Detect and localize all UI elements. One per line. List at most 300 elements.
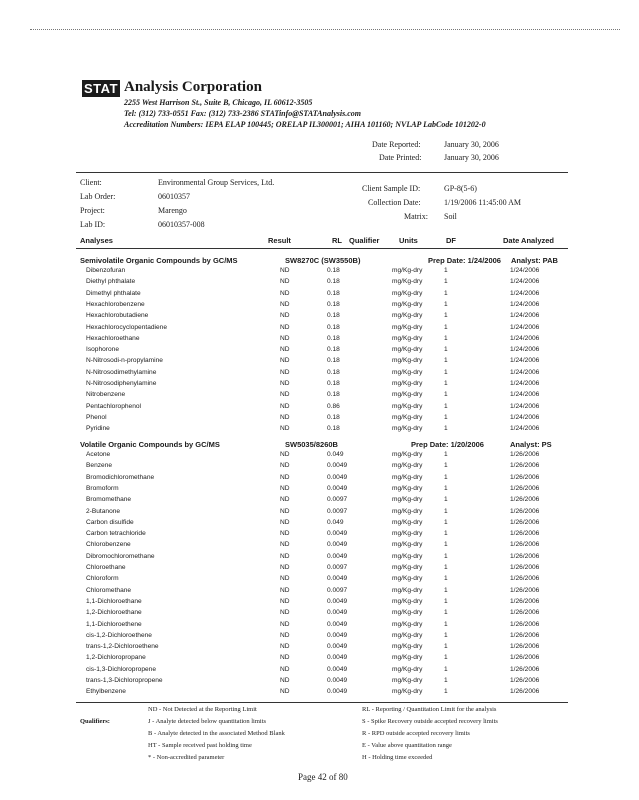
table-row bbox=[0, 403, 639, 414]
units-value: mg/Kg-dry bbox=[392, 484, 423, 492]
reporting-limit: 0.0049 bbox=[327, 552, 348, 560]
table-row bbox=[0, 519, 639, 530]
units-value: mg/Kg-dry bbox=[392, 654, 423, 662]
units-value: mg/Kg-dry bbox=[392, 267, 423, 274]
dilution-factor: 1 bbox=[444, 473, 448, 481]
table-row bbox=[0, 425, 639, 436]
reporting-limit: 0.0049 bbox=[327, 620, 348, 628]
result-value: ND bbox=[280, 413, 290, 421]
reporting-limit: 0.0049 bbox=[327, 643, 348, 651]
table-row bbox=[0, 496, 639, 507]
table-row bbox=[0, 485, 639, 496]
analyte-name: Chlorobenzene bbox=[86, 541, 131, 549]
table-row bbox=[0, 654, 639, 665]
analyte-name: N-Nitrosodimethylamine bbox=[86, 368, 157, 376]
reporting-limit: 0.049 bbox=[327, 518, 344, 526]
date-analyzed: 1/26/2006 bbox=[510, 451, 540, 458]
section-method-volatile: SW5035/8260B bbox=[285, 440, 338, 449]
header-rule bbox=[76, 172, 568, 173]
result-value: ND bbox=[280, 631, 290, 639]
result-value: ND bbox=[280, 564, 290, 571]
result-value: ND bbox=[280, 300, 290, 308]
result-value: ND bbox=[280, 484, 290, 492]
units-value: mg/Kg-dry bbox=[392, 368, 423, 376]
result-value: ND bbox=[280, 346, 290, 354]
table-row bbox=[0, 346, 639, 357]
reporting-limit: 0.18 bbox=[327, 267, 340, 274]
analyte-name: Hexachloroethane bbox=[86, 334, 140, 342]
result-value: ND bbox=[280, 643, 290, 651]
table-row bbox=[0, 632, 639, 643]
col-header-date-analyzed: Date Analyzed bbox=[503, 236, 554, 245]
result-value: ND bbox=[280, 402, 290, 410]
project-value: Marengo bbox=[158, 206, 187, 215]
dilution-factor: 1 bbox=[444, 552, 448, 560]
result-value: ND bbox=[280, 278, 290, 286]
units-value: mg/Kg-dry bbox=[392, 564, 423, 571]
table-row bbox=[0, 335, 639, 346]
date-analyzed: 1/26/2006 bbox=[510, 473, 540, 481]
qualifier-left-1: ND - Not Detected at the Reporting Limit bbox=[148, 706, 257, 713]
dilution-factor: 1 bbox=[444, 677, 448, 684]
qualifier-left-5: * - Non-accredited parameter bbox=[148, 754, 225, 761]
units-value: mg/Kg-dry bbox=[392, 552, 423, 560]
sample-id-value: GP-8(5-6) bbox=[444, 184, 477, 193]
result-value: ND bbox=[280, 530, 290, 538]
analyte-name: Hexachlorocyclopentadiene bbox=[86, 323, 168, 331]
section-method-semivolatile: SW8270C (SW3550B) bbox=[285, 256, 361, 265]
table-header-rule bbox=[76, 248, 568, 249]
qualifier-right-3: R - RPD outside accepted recovery limits bbox=[362, 730, 470, 737]
analyte-name: 2-Butanone bbox=[86, 507, 121, 515]
units-value: mg/Kg-dry bbox=[392, 643, 423, 651]
date-analyzed: 1/24/2006 bbox=[510, 289, 540, 297]
date-analyzed: 1/26/2006 bbox=[510, 496, 540, 504]
dilution-factor: 1 bbox=[444, 413, 448, 421]
project-label: Project: bbox=[80, 206, 105, 215]
units-value: mg/Kg-dry bbox=[392, 334, 423, 342]
reporting-limit: 0.86 bbox=[327, 402, 340, 410]
dilution-factor: 1 bbox=[444, 597, 448, 605]
col-header-qualifier: Qualifier bbox=[349, 236, 380, 245]
date-analyzed: 1/26/2006 bbox=[510, 654, 540, 662]
date-analyzed: 1/24/2006 bbox=[510, 391, 540, 399]
result-value: ND bbox=[280, 552, 290, 560]
dilution-factor: 1 bbox=[444, 484, 448, 492]
reporting-limit: 0.18 bbox=[327, 289, 340, 297]
dilution-factor: 1 bbox=[444, 643, 448, 651]
analyte-name: Carbon tetrachloride bbox=[86, 530, 146, 538]
units-value: mg/Kg-dry bbox=[392, 357, 423, 365]
date-analyzed: 1/24/2006 bbox=[510, 357, 540, 365]
dilution-factor: 1 bbox=[444, 564, 448, 571]
table-row bbox=[0, 462, 639, 473]
units-value: mg/Kg-dry bbox=[392, 688, 423, 696]
qualifier-left-3: B - Analyte detected in the associated Method Blank bbox=[148, 730, 285, 737]
table-row bbox=[0, 564, 639, 575]
company-contact: Tel: (312) 733-0551 Fax: (312) 733-2386 STATinfo@STATAnalysis.com bbox=[124, 109, 361, 118]
table-row bbox=[0, 609, 639, 620]
units-value: mg/Kg-dry bbox=[392, 380, 423, 387]
result-value: ND bbox=[280, 425, 290, 433]
dilution-factor: 1 bbox=[444, 530, 448, 538]
analyte-name: cis-1,2-Dichloroethene bbox=[86, 631, 152, 639]
dilution-factor: 1 bbox=[444, 368, 448, 376]
table-row bbox=[0, 666, 639, 677]
date-analyzed: 1/24/2006 bbox=[510, 334, 540, 342]
result-value: ND bbox=[280, 451, 290, 458]
result-value: ND bbox=[280, 620, 290, 628]
reporting-limit: 0.0097 bbox=[327, 564, 348, 571]
dilution-factor: 1 bbox=[444, 346, 448, 354]
result-value: ND bbox=[280, 462, 290, 470]
analyte-name: Dimethyl phthalate bbox=[86, 289, 141, 297]
table-row bbox=[0, 530, 639, 541]
lab-id-label: Lab ID: bbox=[80, 220, 106, 229]
lab-id-value: 06010357-008 bbox=[158, 220, 205, 229]
reporting-limit: 0.18 bbox=[327, 413, 340, 421]
date-analyzed: 1/24/2006 bbox=[510, 312, 540, 320]
units-value: mg/Kg-dry bbox=[392, 631, 423, 639]
result-value: ND bbox=[280, 267, 290, 274]
dilution-factor: 1 bbox=[444, 391, 448, 399]
reporting-limit: 0.0049 bbox=[327, 665, 348, 673]
reporting-limit: 0.18 bbox=[327, 346, 340, 354]
dilution-factor: 1 bbox=[444, 620, 448, 628]
table-row bbox=[0, 553, 639, 564]
units-value: mg/Kg-dry bbox=[392, 518, 423, 526]
date-analyzed: 1/26/2006 bbox=[510, 552, 540, 560]
analyte-name: Phenol bbox=[86, 413, 107, 421]
units-value: mg/Kg-dry bbox=[392, 620, 423, 628]
table-row bbox=[0, 598, 639, 609]
date-analyzed: 1/24/2006 bbox=[510, 323, 540, 331]
units-value: mg/Kg-dry bbox=[392, 391, 423, 399]
scan-top-line bbox=[30, 29, 620, 30]
result-value: ND bbox=[280, 334, 290, 342]
qualifiers-label: Qualifiers: bbox=[80, 718, 110, 725]
dilution-factor: 1 bbox=[444, 496, 448, 504]
table-row bbox=[0, 312, 639, 323]
reporting-limit: 0.18 bbox=[327, 334, 340, 342]
units-value: mg/Kg-dry bbox=[392, 300, 423, 308]
analyte-name: Chloroethane bbox=[86, 564, 126, 571]
result-value: ND bbox=[280, 654, 290, 662]
lab-order-label: Lab Order: bbox=[80, 192, 116, 201]
reporting-limit: 0.0049 bbox=[327, 631, 348, 639]
table-row bbox=[0, 380, 639, 391]
date-analyzed: 1/24/2006 bbox=[510, 346, 540, 354]
date-analyzed: 1/26/2006 bbox=[510, 575, 540, 583]
units-value: mg/Kg-dry bbox=[392, 507, 423, 515]
analyte-name: Bromomethane bbox=[86, 496, 132, 504]
analyte-name: Bromoform bbox=[86, 484, 119, 492]
col-header-units: Units bbox=[399, 236, 418, 245]
dilution-factor: 1 bbox=[444, 654, 448, 662]
reporting-limit: 0.0049 bbox=[327, 473, 348, 481]
analyte-name: cis-1,3-Dichloropropene bbox=[86, 665, 157, 673]
table-row bbox=[0, 688, 639, 699]
company-logo: STAT bbox=[84, 81, 119, 96]
table-row bbox=[0, 541, 639, 552]
analyte-name: Acetone bbox=[86, 451, 111, 458]
reporting-limit: 0.0049 bbox=[327, 530, 348, 538]
table-row bbox=[0, 267, 639, 278]
units-value: mg/Kg-dry bbox=[392, 530, 423, 538]
table-row bbox=[0, 587, 639, 598]
date-analyzed: 1/26/2006 bbox=[510, 688, 540, 696]
dilution-factor: 1 bbox=[444, 300, 448, 308]
dilution-factor: 1 bbox=[444, 380, 448, 387]
reporting-limit: 0.18 bbox=[327, 391, 340, 399]
table-row bbox=[0, 677, 639, 688]
table-row bbox=[0, 357, 639, 368]
reporting-limit: 0.0097 bbox=[327, 586, 348, 594]
dilution-factor: 1 bbox=[444, 312, 448, 320]
table-row bbox=[0, 324, 639, 335]
table-row bbox=[0, 575, 639, 586]
dilution-factor: 1 bbox=[444, 425, 448, 433]
qualifier-right-5: H - Holding time exceeded bbox=[362, 754, 433, 761]
qualifier-right-1: RL - Reporting / Quantitation Limit for the analysis bbox=[362, 706, 497, 713]
qualifier-left-2: J - Analyte detected below quantitation limits bbox=[148, 718, 267, 725]
reporting-limit: 0.0049 bbox=[327, 462, 348, 470]
units-value: mg/Kg-dry bbox=[392, 609, 423, 617]
dilution-factor: 1 bbox=[444, 631, 448, 639]
reporting-limit: 0.18 bbox=[327, 312, 340, 320]
date-analyzed: 1/26/2006 bbox=[510, 541, 540, 549]
col-header-df: DF bbox=[446, 236, 456, 245]
table-row bbox=[0, 474, 639, 485]
date-printed-label: Date Printed: bbox=[379, 153, 422, 162]
analyte-name: N-Nitrosodi-n-propylamine bbox=[86, 357, 163, 365]
table-row bbox=[0, 451, 639, 462]
dilution-factor: 1 bbox=[444, 289, 448, 297]
date-analyzed: 1/26/2006 bbox=[510, 530, 540, 538]
accreditation-numbers: Accreditation Numbers: IEPA ELAP 100445; ORELAP IL300001; AIHA 101160; NVLAP LabCode 101202-0 bbox=[124, 120, 486, 129]
table-row bbox=[0, 508, 639, 519]
date-analyzed: 1/26/2006 bbox=[510, 518, 540, 526]
analyte-name: Chloromethane bbox=[86, 586, 132, 594]
analyte-name: Ethylbenzene bbox=[86, 688, 126, 696]
analyte-name: Nitrobenzene bbox=[86, 391, 126, 399]
qualifier-right-2: S - Spike Recovery outside accepted recovery limits bbox=[362, 718, 498, 725]
dilution-factor: 1 bbox=[444, 609, 448, 617]
result-value: ND bbox=[280, 688, 290, 696]
section-prep-volatile: Prep Date: 1/20/2006 bbox=[411, 440, 484, 449]
date-analyzed: 1/24/2006 bbox=[510, 425, 540, 433]
reporting-limit: 0.18 bbox=[327, 368, 340, 376]
dilution-factor: 1 bbox=[444, 462, 448, 470]
dilution-factor: 1 bbox=[444, 357, 448, 365]
analyte-name: 1,2-Dichloropropane bbox=[86, 654, 146, 662]
analyte-name: Bromodichloromethane bbox=[86, 473, 155, 481]
date-analyzed: 1/24/2006 bbox=[510, 300, 540, 308]
footer-rule bbox=[76, 702, 568, 703]
date-analyzed: 1/26/2006 bbox=[510, 462, 540, 470]
dilution-factor: 1 bbox=[444, 451, 448, 458]
result-value: ND bbox=[280, 473, 290, 481]
analyte-name: Hexachlorobutadiene bbox=[86, 312, 149, 320]
reporting-limit: 0.18 bbox=[327, 300, 340, 308]
reporting-limit: 0.049 bbox=[327, 451, 344, 458]
reporting-limit: 0.0049 bbox=[327, 541, 348, 549]
result-value: ND bbox=[280, 541, 290, 549]
units-value: mg/Kg-dry bbox=[392, 278, 423, 286]
section-prep-semivolatile: Prep Date: 1/24/2006 bbox=[428, 256, 501, 265]
result-value: ND bbox=[280, 677, 290, 684]
reporting-limit: 0.0049 bbox=[327, 575, 348, 583]
matrix-label: Matrix: bbox=[404, 212, 428, 221]
units-value: mg/Kg-dry bbox=[392, 597, 423, 605]
analyte-name: Dibenzofuran bbox=[86, 267, 126, 274]
dilution-factor: 1 bbox=[444, 586, 448, 594]
date-analyzed: 1/24/2006 bbox=[510, 413, 540, 421]
reporting-limit: 0.18 bbox=[327, 278, 340, 286]
units-value: mg/Kg-dry bbox=[392, 665, 423, 673]
dilution-factor: 1 bbox=[444, 323, 448, 331]
dilution-factor: 1 bbox=[444, 541, 448, 549]
result-value: ND bbox=[280, 575, 290, 583]
reporting-limit: 0.0049 bbox=[327, 484, 348, 492]
date-analyzed: 1/24/2006 bbox=[510, 368, 540, 376]
section-analyst-semivolatile: Analyst: PAB bbox=[511, 256, 558, 265]
dilution-factor: 1 bbox=[444, 402, 448, 410]
units-value: mg/Kg-dry bbox=[392, 677, 423, 684]
analyte-name: Dibromochloromethane bbox=[86, 552, 155, 560]
date-analyzed: 1/26/2006 bbox=[510, 597, 540, 605]
matrix-value: Soil bbox=[444, 212, 457, 221]
section-analyst-volatile: Analyst: PS bbox=[510, 440, 552, 449]
result-value: ND bbox=[280, 323, 290, 331]
units-value: mg/Kg-dry bbox=[392, 586, 423, 594]
result-value: ND bbox=[280, 357, 290, 365]
dilution-factor: 1 bbox=[444, 518, 448, 526]
result-value: ND bbox=[280, 518, 290, 526]
result-value: ND bbox=[280, 289, 290, 297]
page-number: Page 42 of 80 bbox=[298, 772, 348, 782]
table-row bbox=[0, 643, 639, 654]
section-title-semivolatile: Semivolatile Organic Compounds by GC/MS bbox=[80, 256, 238, 265]
analyte-name: Chloroform bbox=[86, 575, 119, 583]
analyte-name: trans-1,3-Dichloropropene bbox=[86, 677, 163, 684]
table-row bbox=[0, 391, 639, 402]
result-value: ND bbox=[280, 609, 290, 617]
analyte-name: Benzene bbox=[86, 462, 113, 470]
collection-date-label: Collection Date: bbox=[368, 198, 421, 207]
col-header-rl: RL bbox=[332, 236, 342, 245]
collection-date-value: 1/19/2006 11:45:00 AM bbox=[444, 198, 522, 207]
dilution-factor: 1 bbox=[444, 507, 448, 515]
date-analyzed: 1/26/2006 bbox=[510, 586, 540, 594]
date-analyzed: 1/26/2006 bbox=[510, 643, 540, 651]
dilution-factor: 1 bbox=[444, 688, 448, 696]
analyte-name: trans-1,2-Dichloroethene bbox=[86, 643, 159, 651]
analyte-name: 1,1-Dichloroethane bbox=[86, 597, 142, 605]
qualifier-left-4: HT - Sample received past holding time bbox=[148, 742, 252, 749]
units-value: mg/Kg-dry bbox=[392, 425, 423, 433]
analyte-name: 1,1-Dichloroethene bbox=[86, 620, 142, 628]
reporting-limit: 0.0049 bbox=[327, 677, 348, 684]
analyte-name: Pyridine bbox=[86, 425, 110, 433]
units-value: mg/Kg-dry bbox=[392, 323, 423, 331]
date-reported-label: Date Reported: bbox=[372, 140, 421, 149]
client-label: Client: bbox=[80, 178, 102, 187]
dilution-factor: 1 bbox=[444, 665, 448, 673]
units-value: mg/Kg-dry bbox=[392, 575, 423, 583]
table-row bbox=[0, 414, 639, 425]
result-value: ND bbox=[280, 312, 290, 320]
date-analyzed: 1/24/2006 bbox=[510, 267, 540, 274]
analyte-name: 1,2-Dichloroethane bbox=[86, 609, 142, 617]
result-value: ND bbox=[280, 380, 290, 387]
table-row bbox=[0, 621, 639, 632]
date-analyzed: 1/26/2006 bbox=[510, 564, 540, 571]
units-value: mg/Kg-dry bbox=[392, 402, 423, 410]
result-value: ND bbox=[280, 507, 290, 515]
company-address: 2255 West Harrison St., Suite B, Chicago, IL 60612-3505 bbox=[124, 98, 313, 107]
section-title-volatile: Volatile Organic Compounds by GC/MS bbox=[80, 440, 220, 449]
reporting-limit: 0.18 bbox=[327, 380, 340, 387]
units-value: mg/Kg-dry bbox=[392, 346, 423, 354]
date-analyzed: 1/24/2006 bbox=[510, 278, 540, 286]
table-row bbox=[0, 290, 639, 301]
result-value: ND bbox=[280, 368, 290, 376]
units-value: mg/Kg-dry bbox=[392, 473, 423, 481]
table-row bbox=[0, 301, 639, 312]
date-analyzed: 1/24/2006 bbox=[510, 402, 540, 410]
units-value: mg/Kg-dry bbox=[392, 496, 423, 504]
analyte-name: Diethyl phthalate bbox=[86, 278, 136, 286]
dilution-factor: 1 bbox=[444, 267, 448, 274]
units-value: mg/Kg-dry bbox=[392, 541, 423, 549]
sample-id-label: Client Sample ID: bbox=[362, 184, 421, 193]
result-value: ND bbox=[280, 496, 290, 504]
date-analyzed: 1/24/2006 bbox=[510, 380, 540, 387]
col-header-result: Result bbox=[268, 236, 291, 245]
table-row bbox=[0, 278, 639, 289]
date-analyzed: 1/26/2006 bbox=[510, 507, 540, 515]
units-value: mg/Kg-dry bbox=[392, 462, 423, 470]
analyte-name: Hexachlorobenzene bbox=[86, 300, 145, 308]
analyte-name: Pentachlorophenol bbox=[86, 402, 141, 410]
reporting-limit: 0.0049 bbox=[327, 609, 348, 617]
col-header-analyses: Analyses bbox=[80, 236, 113, 245]
lab-order-value: 06010357 bbox=[158, 192, 190, 201]
company-name: Analysis Corporation bbox=[124, 79, 262, 95]
reporting-limit: 0.18 bbox=[327, 425, 340, 433]
date-printed-value: January 30, 2006 bbox=[444, 153, 499, 162]
dilution-factor: 1 bbox=[444, 575, 448, 583]
analyte-name: N-Nitrosodiphenylamine bbox=[86, 380, 157, 387]
date-analyzed: 1/26/2006 bbox=[510, 609, 540, 617]
reporting-limit: 0.0049 bbox=[327, 597, 348, 605]
result-value: ND bbox=[280, 391, 290, 399]
analyte-name: Isophorone bbox=[86, 346, 119, 354]
analyte-name: Carbon disulfide bbox=[86, 518, 134, 526]
reporting-limit: 0.0049 bbox=[327, 654, 348, 662]
result-value: ND bbox=[280, 586, 290, 594]
date-reported-value: January 30, 2006 bbox=[444, 140, 499, 149]
date-analyzed: 1/26/2006 bbox=[510, 620, 540, 628]
reporting-limit: 0.0097 bbox=[327, 496, 348, 504]
date-analyzed: 1/26/2006 bbox=[510, 484, 540, 492]
reporting-limit: 0.0097 bbox=[327, 507, 348, 515]
units-value: mg/Kg-dry bbox=[392, 413, 423, 421]
client-value: Environmental Group Services, Ltd. bbox=[158, 178, 275, 187]
dilution-factor: 1 bbox=[444, 278, 448, 286]
dilution-factor: 1 bbox=[444, 334, 448, 342]
